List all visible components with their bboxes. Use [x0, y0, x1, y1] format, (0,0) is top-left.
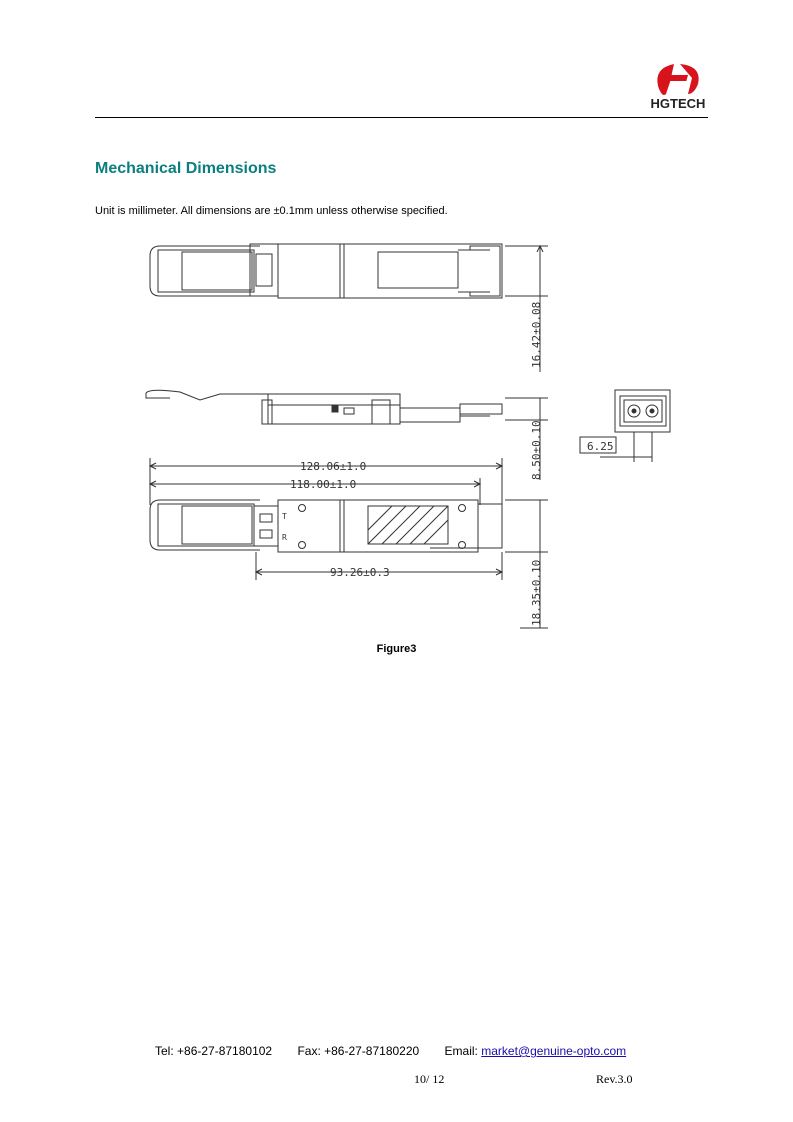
dim-side-height: 8.50±0.10 — [530, 420, 543, 480]
top-view — [150, 244, 548, 372]
dim-body-length: 118.00±1.0 — [290, 478, 357, 491]
bottom-view — [150, 500, 548, 628]
footer-email-link[interactable]: market@genuine-opto.com — [481, 1044, 627, 1058]
dim-overall-length: 128.06±1.0 — [300, 460, 367, 473]
logo-text: HGTECH — [650, 96, 706, 111]
dim-module-length: 93.26±0.3 — [330, 566, 390, 579]
footer-tel: Tel: +86-27-87180102 — [155, 1044, 273, 1058]
footer-fax: Fax: +86-27-87180220 — [297, 1044, 420, 1058]
dim-top-height: 16.42±0.08 — [530, 301, 543, 368]
label-r: R — [282, 533, 287, 542]
intro-text: Unit is millimeter. All dimensions are ±0.1mm unless otherwise specified. — [95, 205, 448, 217]
section-title: Mechanical Dimensions — [95, 160, 277, 177]
footer-email-label: Email: — [444, 1044, 482, 1058]
dim-end-width: 6.25 — [587, 440, 614, 453]
page-number: 10/ 12 — [414, 1072, 445, 1086]
footer-contact — [155, 1044, 626, 1058]
label-t: T — [282, 512, 287, 521]
dim-bottom-height: 18.35±0.10 — [530, 559, 543, 626]
revision: Rev.3.0 — [596, 1072, 633, 1086]
figure-caption: Figure3 — [376, 643, 417, 655]
